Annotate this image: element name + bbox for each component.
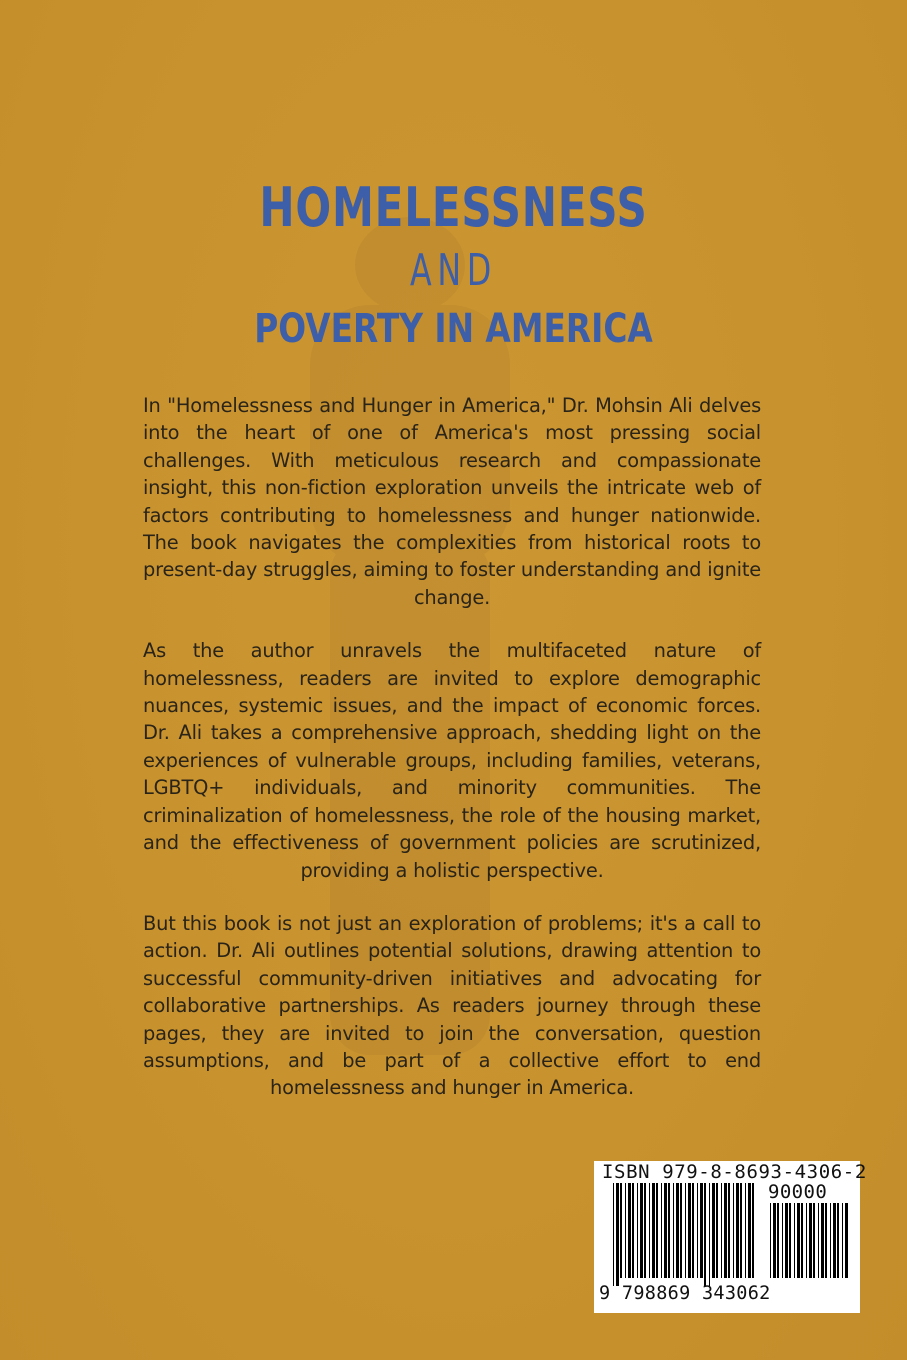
blurb	[143, 392, 761, 1128]
title-line-1: HOMELESSNESS	[259, 176, 648, 239]
ean-digits: 9 798869 343062	[599, 1283, 771, 1304]
blurb-paragraph-3: But this book is not just an exploration of problems; it's a call to action. Dr. Ali outlines potential solutions, drawing attention to successful community-driven initiatives and advocating for collaborative partnerships. As readers journey through these pages, they are invited to join the conversation, question assumptions, and be part of a collective effort to end homelessness and hunger in America.	[143, 911, 761, 1100]
ean-barcode-bars	[613, 1183, 757, 1286]
blurb-paragraph-2: As the author unravels the multifaceted nature of homelessness, readers are invited to explore demographic nuances, systemic issues, and the impact of economic forces. Dr. Ali takes a comprehensive approach, shedding light on the experiences of vulnerable groups, including families, veterans, LGBTQ+ individuals, and minority communities. The criminalization of homelessness, the role of the housing market, and the effectiveness of government policies are scrutinized, providing a holistic perspective.	[143, 639, 761, 882]
isbn-barcode	[594, 1161, 867, 1313]
blurb-paragraph-1: In "Homelessness and Hunger in America," Dr. Mohsin Ali delves into the heart of one of America's most pressing social challenges. With meticulous research and compassionate insight, this non-fiction exploration unveils the intricate web of factors contributing to homelessness and hunger nationwide. The book navigates the complexities from historical roots to present-day struggles, aiming to foster understanding and ignite change.	[143, 394, 761, 609]
title-line-2: AND	[409, 245, 498, 296]
title-line-3: POVERTY IN AMERICA	[254, 306, 653, 352]
isbn-label: ISBN 979-8-8693-4306-2	[602, 1161, 867, 1183]
price-code: 90000	[768, 1181, 828, 1203]
addon-barcode-bars	[770, 1203, 850, 1286]
